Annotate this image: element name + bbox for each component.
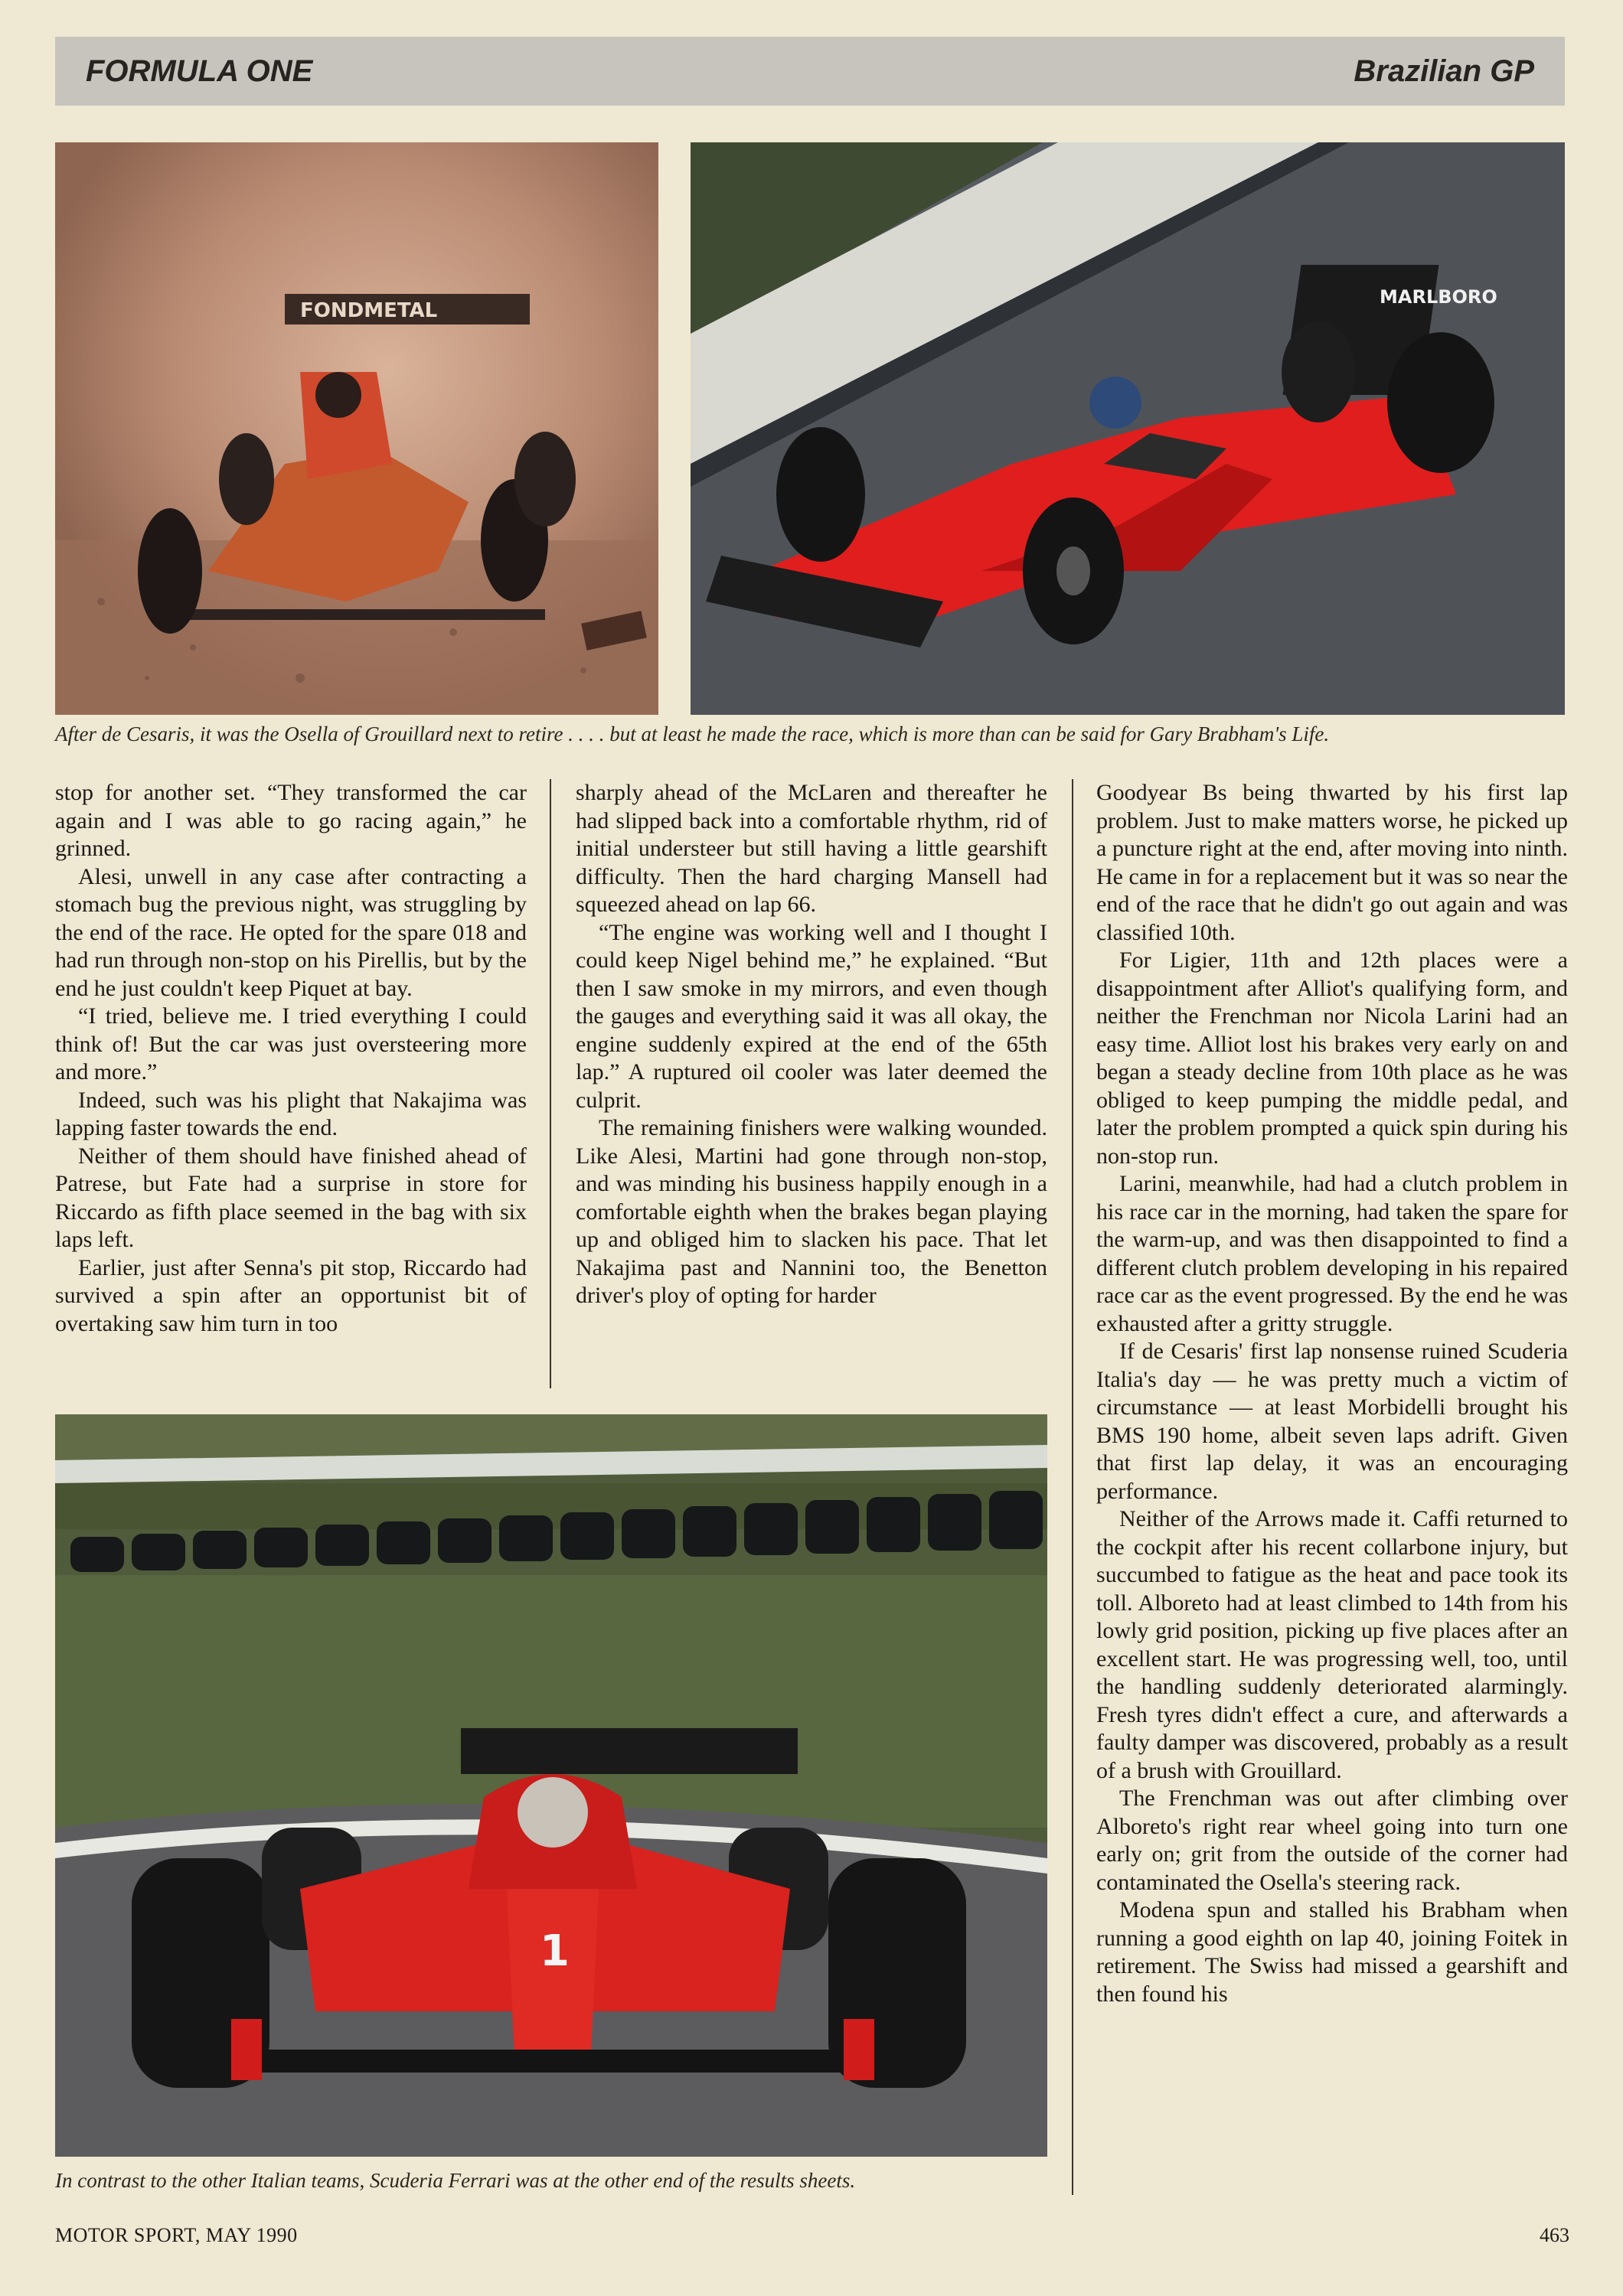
paragraph: Earlier, just after Senna's pit stop, Riccardo had survived a spin after an opportunist bit of overtaking saw him turn in too [55, 1254, 527, 1336]
race-title: Brazilian GP [1354, 54, 1534, 88]
section-title: FORMULA ONE [86, 54, 313, 88]
photo-osella-gravel [55, 142, 658, 715]
paragraph: Alesi, unwell in any case after contracting a stomach bug the previous night, was struggling by the end of the race. He opted for the spare 018 and had run through non-stop on his Pirellis, but by the end he just couldn't keep Piquet at bay. [55, 863, 527, 1001]
paragraph: Goodyear Bs being thwarted by his first lap problem. Just to make matters worse, he picked up a puncture right at the end, after moving into ninth. He came in for a replacement but it was so near the end of the race that he didn't go out again and was classified 10th. [1096, 780, 1568, 945]
publication-footer: MOTOR SPORT, MAY 1990 [55, 2224, 298, 2246]
paragraph: “I tried, believe me. I tried everything I could think of! But the car was just oversteering more and more.” [55, 1003, 527, 1084]
svg-text:1: 1 [540, 1926, 570, 1976]
page-number: 463 [1540, 2224, 1569, 2246]
svg-text:MARLBORO: MARLBORO [1380, 286, 1497, 308]
paragraph: If de Cesaris' first lap nonsense ruined Scuderia Italia's day — he was pretty much a victim of circumstance — at least Morbidelli brought his BMS 190 home, albeit seven laps adrift. Given that first lap delay, it was an encouraging performance. [1096, 1339, 1568, 1504]
bottom-photo-caption: In contrast to the other Italian teams, Scuderia Ferrari was at the other end of the results sheets. [55, 2169, 856, 2192]
text-column-2 [576, 779, 1047, 1310]
paragraph: Neither of the Arrows made it. Caffi returned to the cockpit after his recent collarbone injury, but succumbed to fatigue as the heat and pace took its toll. Alboreto had at least climbed to 14th from his lowly grid position, picking up five places after an excellent start. He was progressing well, too, until the handling suddenly deteriorated alarmingly. Fresh tyres didn't effect a cure, and afterwards a faulty damper was discovered, probably as a result of a brush with Grouillard. [1096, 1506, 1568, 1783]
top-photo-caption: After de Cesaris, it was the Osella of Grouillard next to retire . . . . but at least he made the race, which is more than can be said for Gary Brabham's Life. [55, 722, 1330, 745]
photo-ferrari [55, 1414, 1047, 2157]
paragraph: For Ligier, 11th and 12th places were a disappointment after Alliot's qualifying form, and neither the Frenchman nor Nicola Larini had an easy time. Alliot lost his brakes very early on and began a steady decline from 10th place as he was obliged to keep pumping the middle pedal, and later the problem prompted a quick spin during his non-stop run. [1096, 947, 1568, 1169]
text-column-3 [1096, 779, 1568, 2008]
paragraph: sharply ahead of the McLaren and thereafter he had slipped back into a comfortable rhythm, rid of initial understeer but still having a little gearshift difficulty. Then the hard charging Mansell had squeezed ahead on lap 66. [576, 780, 1047, 917]
column-rule [1072, 779, 1073, 2195]
paragraph: Larini, meanwhile, had had a clutch problem in his race car in the morning, had taken the spare for the warm-up, and was then disappointed to find a different clutch problem developing in his repaired race car as the event progressed. By the end he was exhausted after a gritty struggle. [1096, 1171, 1568, 1336]
paragraph: Indeed, such was his plight that Nakajima was lapping faster towards the end. [55, 1087, 527, 1140]
paragraph: Modena spun and stalled his Brabham when running a good eighth on lap 40, joining Foitek in retirement. The Swiss had missed a gearshift and then found his [1096, 1897, 1568, 2007]
page-header [55, 37, 1565, 106]
paragraph: The Frenchman was out after climbing over Alboreto's right rear wheel going into turn one early on; grit from the outside of the corner had contaminated the Osella's steering rack. [1096, 1786, 1568, 1895]
paragraph: stop for another set. “They transformed the car again and I was able to go racing again,” he grinned. [55, 780, 527, 861]
paragraph: The remaining finishers were walking wounded. Like Alesi, Martini had gone through non-stop, and was minding his business happily enough in a comfortable eighth when the brakes began playing up and obliged him to slacken his pace. That let Nakajima past and Nannini too, the Benetton driver's ploy of opting for harder [576, 1115, 1047, 1308]
paragraph: “The engine was working well and I thought I could keep Nigel behind me,” he explained. “But then I saw smoke in my mirrors, and even though the gauges and everything said it was all okay, the engine suddenly expired at the end of the 65th lap.” A ruptured oil cooler was later deemed the culprit. [576, 919, 1047, 1113]
photo-life-car [691, 142, 1565, 715]
paragraph: Neither of them should have finished ahead of Patrese, but Fate had a surprise in store for Riccardo as fifth place seemed in the bag with six laps left. [55, 1143, 527, 1252]
svg-text:FONDMETAL: FONDMETAL [300, 299, 438, 322]
text-column-1 [55, 779, 527, 1338]
column-rule [550, 779, 551, 1388]
